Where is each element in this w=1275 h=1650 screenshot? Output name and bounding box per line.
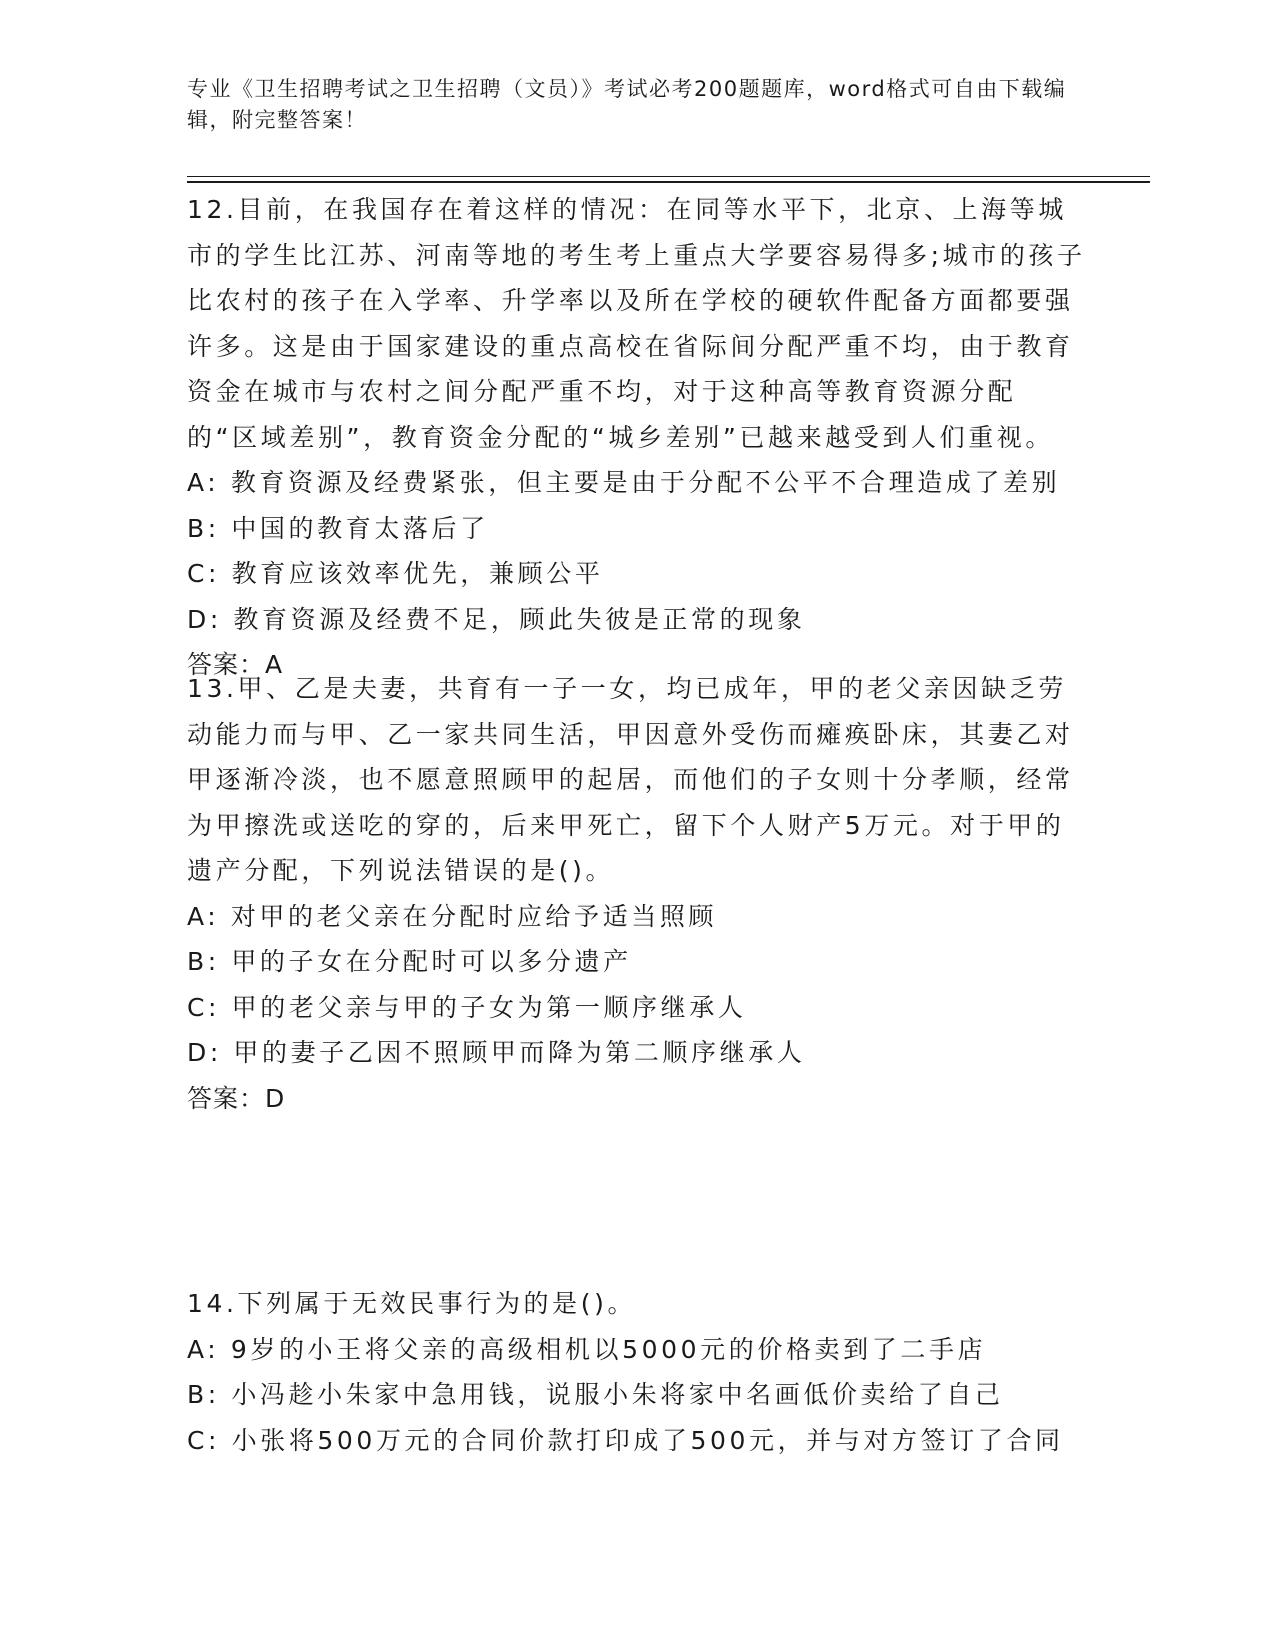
- question-13: [187, 666, 1087, 1121]
- option-c: C: 教育应该效率优先，兼顾公平: [187, 559, 604, 588]
- question-14: [187, 1281, 1087, 1463]
- option-d: D: 教育资源及经费不足，顾此失彼是正常的现象: [187, 604, 806, 634]
- option-c: C: 甲的老父亲与甲的子女为第一顺序继承人: [187, 992, 747, 1022]
- answer: 答案：D: [187, 1083, 286, 1113]
- option-a: A: 9岁的小王将父亲的高级相机以5000元的价格卖到了二手店: [187, 1334, 987, 1364]
- question-stem: 14.下列属于无效民事行为的是()。: [187, 1289, 637, 1318]
- option-d: D: 甲的妻子乙因不照顾甲而降为第二顺序继承人: [187, 1038, 806, 1067]
- option-b: B: 中国的教育太落后了: [187, 513, 489, 543]
- option-a: A: 教育资源及经费紧张，但主要是由于分配不公平不合理造成了差别: [187, 468, 1061, 497]
- header-divider-thick: [187, 181, 1150, 183]
- option-b: B: 甲的子女在分配时可以多分遗产: [187, 947, 632, 976]
- header-title: 专业《卫生招聘考试之卫生招聘（文员）》考试必考200题题库，word格式可自由下载编辑，附完整答案！: [187, 77, 1067, 132]
- question-stem: 13.甲、乙是夫妻，共育有一子一女，均已成年，甲的老父亲因缺乏劳动能力而与甲、乙一家共同生活，甲因意外受伤而瘫痪卧床，其妻乙对甲逐渐冷淡，也不愿意照顾甲的起居，而他们的子女则十分孝顺，经常为甲擦洗或送吃的穿的，后来甲死亡，留下个人财产5万元。对于甲的遗产分配，下列说法错误的是()。: [187, 674, 1074, 885]
- option-a: A: 对甲的老父亲在分配时应给予适当照顾: [187, 901, 718, 931]
- question-12: [187, 187, 1087, 688]
- header-divider-thin: [187, 176, 1150, 177]
- question-stem: 12.目前，在我国存在着这样的情况：在同等水平下，北京、上海等城市的学生比江苏、河南等地的考生考上重点大学要容易得多;城市的孩子比农村的孩子在入学率、升学率以及所在学校的硬软件配备方面都要强许多。这是由于国家建设的重点高校在省际间分配严重不均，由于教育资金在城市与农村之间分配严重不均，对于这种高等教育资源分配的“区域差别”，教育资金分配的“城乡差别”已越来越受到人们重视。: [187, 195, 1086, 452]
- answer: 答案：A: [187, 650, 284, 679]
- option-b: B: 小冯趁小朱家中急用钱，说服小朱将家中名画低价卖给了自己: [187, 1380, 1004, 1409]
- option-c: C: 小张将500万元的合同价款打印成了500元，并与对方签订了合同: [187, 1425, 1064, 1455]
- document-header: [187, 74, 1067, 136]
